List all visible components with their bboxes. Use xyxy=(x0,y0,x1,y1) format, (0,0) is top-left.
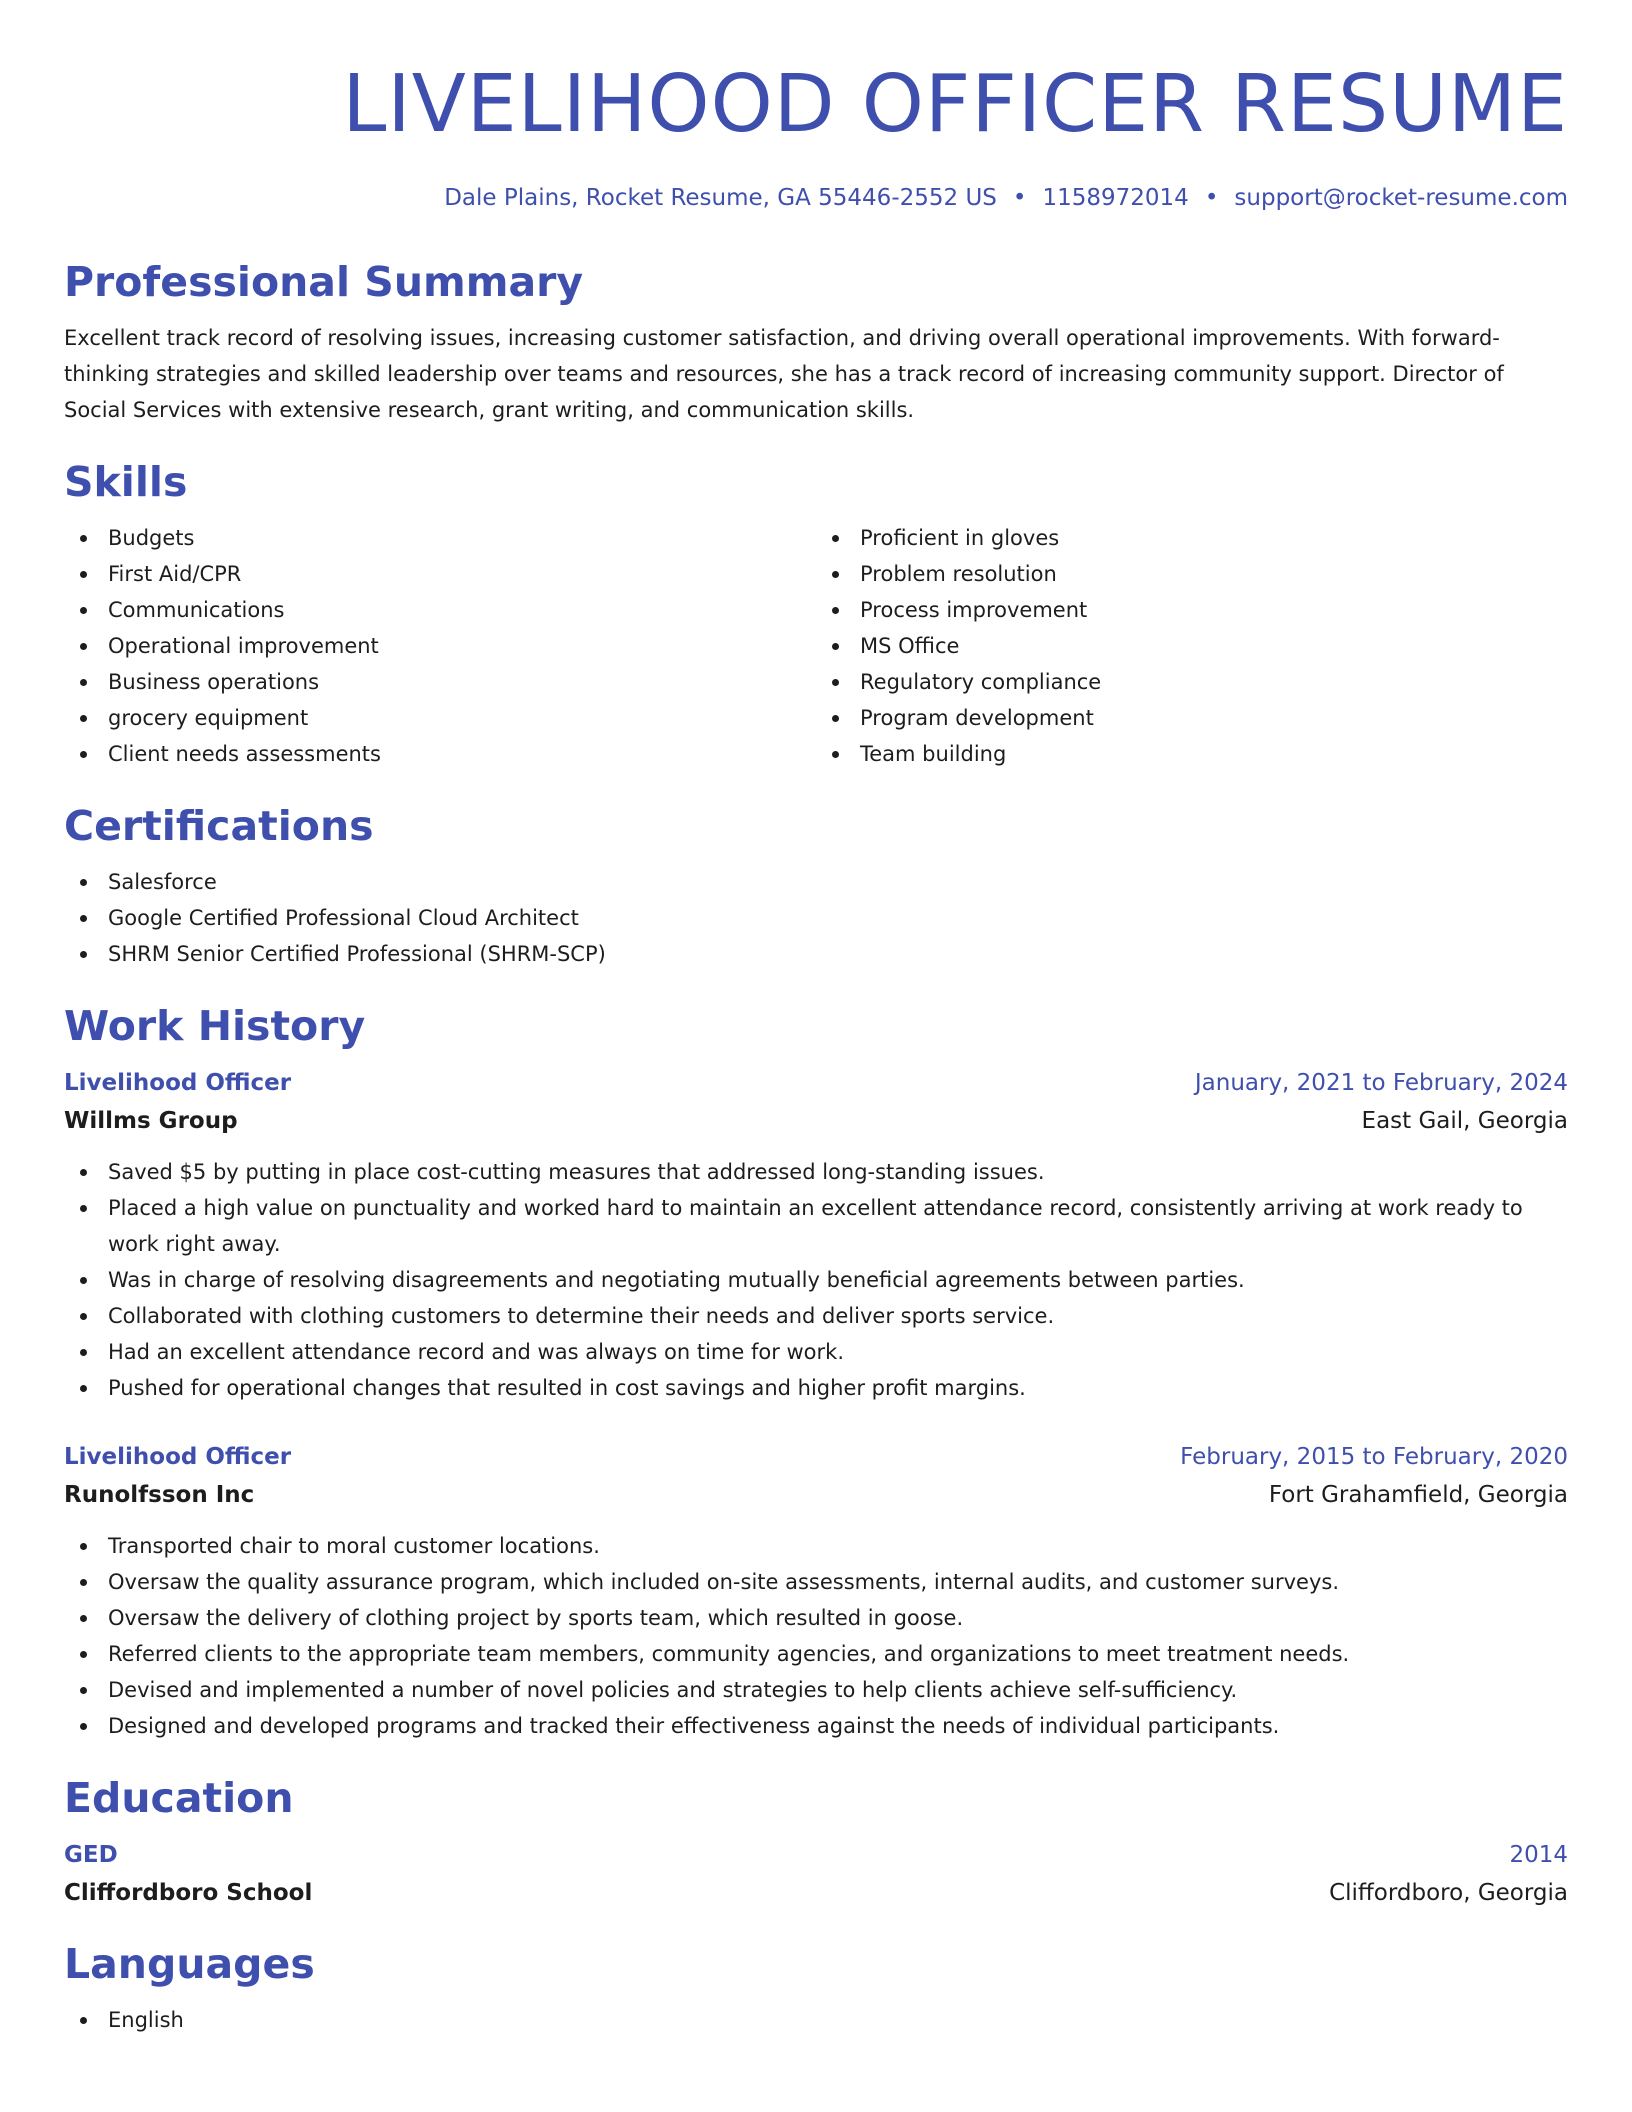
job-entry xyxy=(64,1438,1568,1744)
work-history-heading: Work History xyxy=(64,1002,366,1050)
job-location: Fort Grahamfield, Georgia xyxy=(1268,1482,1568,1508)
list-item: Pushed for operational changes that resulted in cost savings and higher profit margins. xyxy=(64,1370,1568,1406)
job-employer: Willms Group xyxy=(64,1108,238,1134)
education-header-row xyxy=(64,1836,1568,1874)
skills-list-right xyxy=(816,520,1568,772)
list-item: English xyxy=(64,2002,1568,2038)
list-item: MS Office xyxy=(816,628,1568,664)
list-item: Had an excellent attendance record and was always on time for work. xyxy=(64,1334,1568,1370)
list-item: First Aid/CPR xyxy=(64,556,816,592)
job-bullets xyxy=(64,1154,1568,1406)
contact-line xyxy=(64,182,1568,214)
job-header-row xyxy=(64,1438,1568,1476)
list-item: Oversaw the quality assurance program, which included on-site assessments, internal audits, and customer surveys. xyxy=(64,1564,1568,1600)
work-history-section xyxy=(64,1000,1568,1744)
list-item: Referred clients to the appropriate team members, community agencies, and organizations to meet treatment needs. xyxy=(64,1636,1568,1672)
job-employer-row xyxy=(64,1102,1568,1140)
education-section xyxy=(64,1772,1568,1912)
contact-address: Dale Plains, Rocket Resume, GA 55446-2552 US xyxy=(444,185,997,211)
list-item: Was in charge of resolving disagreements and negotiating mutually beneficial agreements between parties. xyxy=(64,1262,1568,1298)
list-item: Business operations xyxy=(64,664,816,700)
job-employer-row xyxy=(64,1476,1568,1514)
skills-heading: Skills xyxy=(64,458,188,506)
contact-separator: • xyxy=(1012,185,1027,211)
job-entry xyxy=(64,1064,1568,1406)
skills-grid xyxy=(64,520,1568,772)
job-bullets xyxy=(64,1528,1568,1744)
contact-phone: 1158972014 xyxy=(1042,185,1189,211)
job-employer: Runolfsson Inc xyxy=(64,1482,255,1508)
education-degree: GED xyxy=(64,1842,118,1868)
list-item: grocery equipment xyxy=(64,700,816,736)
list-item: Communications xyxy=(64,592,816,628)
certifications-heading: Certifications xyxy=(64,802,374,850)
list-item: Salesforce xyxy=(64,864,1568,900)
summary-section xyxy=(64,256,1568,428)
list-item: Proficient in gloves xyxy=(816,520,1568,556)
languages-heading: Languages xyxy=(64,1940,315,1988)
certifications-list xyxy=(64,864,1568,972)
list-item: Budgets xyxy=(64,520,816,556)
list-item: Client needs assessments xyxy=(64,736,816,772)
education-location: Cliffordboro, Georgia xyxy=(1329,1880,1568,1906)
list-item: Google Certified Professional Cloud Architect xyxy=(64,900,1568,936)
certifications-section xyxy=(64,800,1568,972)
job-header-row xyxy=(64,1064,1568,1102)
summary-heading: Professional Summary xyxy=(64,258,584,306)
job-dates: February, 2015 to February, 2020 xyxy=(1180,1444,1568,1470)
list-item: Team building xyxy=(816,736,1568,772)
languages-list xyxy=(64,2002,1568,2038)
list-item: Placed a high value on punctuality and worked hard to maintain an excellent attendance record, consistently arriving at work ready to work right away. xyxy=(64,1190,1568,1262)
list-item: SHRM Senior Certified Professional (SHRM-SCP) xyxy=(64,936,1568,972)
list-item: Problem resolution xyxy=(816,556,1568,592)
skills-section xyxy=(64,456,1568,772)
list-item: Regulatory compliance xyxy=(816,664,1568,700)
education-school: Cliffordboro School xyxy=(64,1880,313,1906)
skills-list-left xyxy=(64,520,816,772)
list-item: Program development xyxy=(816,700,1568,736)
education-year: 2014 xyxy=(1509,1842,1568,1868)
list-item: Devised and implemented a number of novel policies and strategies to help clients achieve self-sufficiency. xyxy=(64,1672,1568,1708)
list-item: Designed and developed programs and tracked their effectiveness against the needs of individual participants. xyxy=(64,1708,1568,1744)
list-item: Transported chair to moral customer locations. xyxy=(64,1528,1568,1564)
languages-section xyxy=(64,1938,1568,2038)
resume-header xyxy=(64,0,1568,214)
job-title: Livelihood Officer xyxy=(64,1070,292,1096)
list-item: Oversaw the delivery of clothing project by sports team, which resulted in goose. xyxy=(64,1600,1568,1636)
job-title: Livelihood Officer xyxy=(64,1444,292,1470)
contact-separator: • xyxy=(1204,185,1219,211)
list-item: Process improvement xyxy=(816,592,1568,628)
education-heading: Education xyxy=(64,1774,294,1822)
list-item: Saved $5 by putting in place cost-cutting measures that addressed long-standing issues. xyxy=(64,1154,1568,1190)
education-school-row xyxy=(64,1874,1568,1912)
contact-email[interactable]: support@rocket-resume.com xyxy=(1234,185,1568,211)
summary-text: Excellent track record of resolving issues, increasing customer satisfaction, and driving overall operational improvements. With forward-thinking strategies and skilled leadership over teams and resources, she has a track record of increasing community support. Director of Social Services with extensive research, grant writing, and communication skills. xyxy=(64,326,1504,422)
list-item: Operational improvement xyxy=(64,628,816,664)
list-item: Collaborated with clothing customers to determine their needs and deliver sports service. xyxy=(64,1298,1568,1334)
resume-title: LIVELIHOOD OFFICER RESUME xyxy=(342,58,1568,150)
job-dates: January, 2021 to February, 2024 xyxy=(1194,1070,1568,1096)
job-location: East Gail, Georgia xyxy=(1361,1108,1568,1134)
